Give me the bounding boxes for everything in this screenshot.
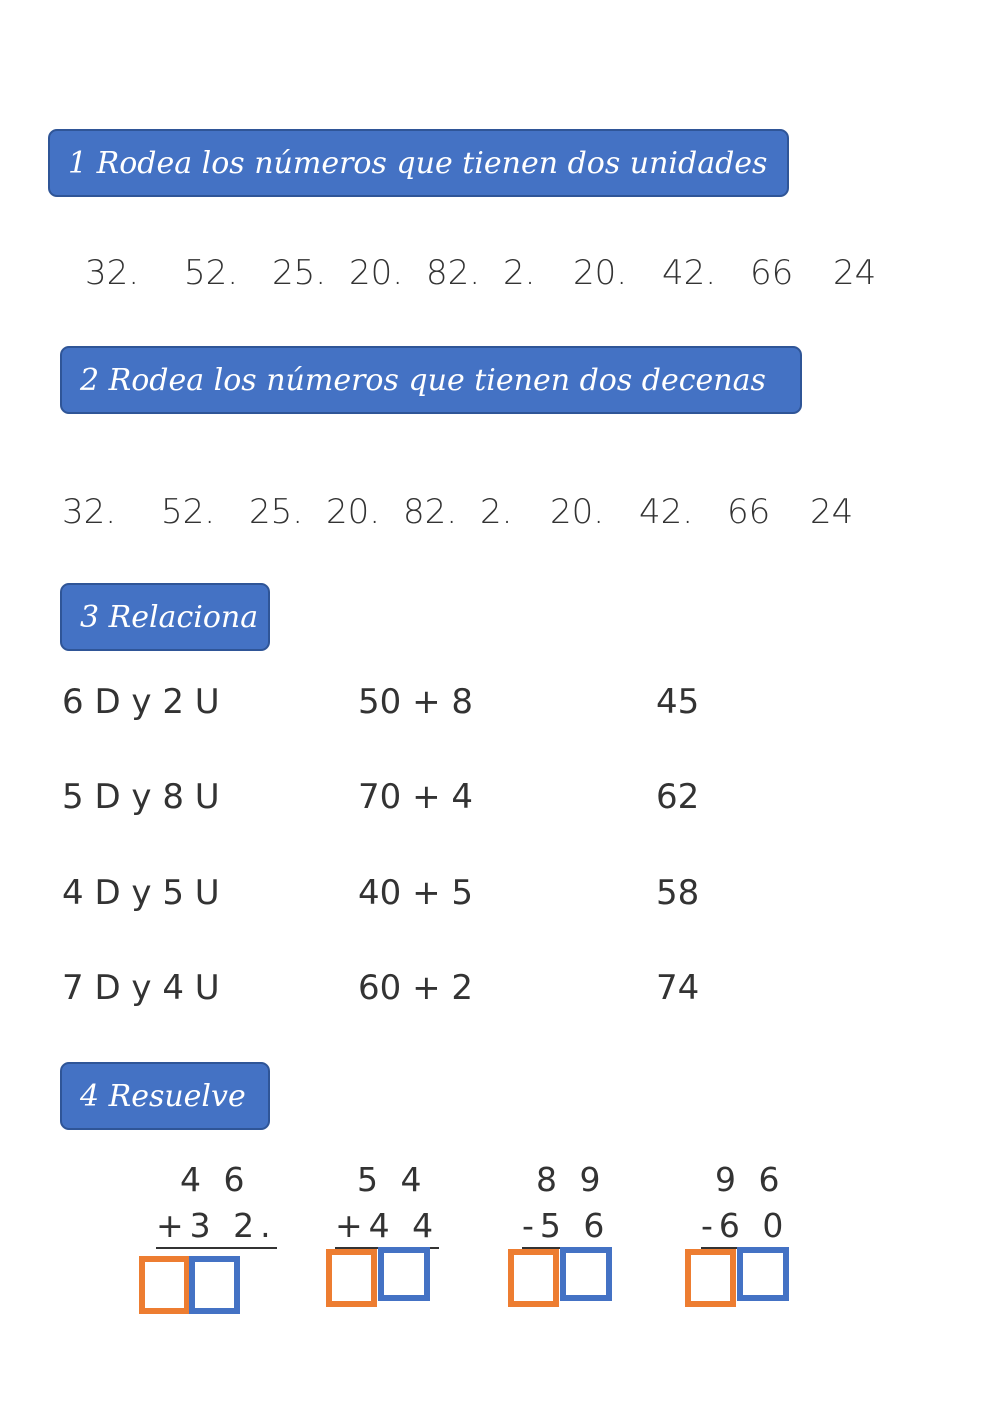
ex1-number[interactable]: 25. (272, 253, 327, 293)
operation-top-number: 4 6 (180, 1160, 251, 1199)
operation-bottom-number: -6 0 (701, 1206, 789, 1249)
relate-right-item[interactable]: 62 (656, 777, 700, 817)
exercise-1-title: 1 Rodea los números que tienen dos unidades (48, 129, 789, 197)
units-answer-box[interactable] (560, 1247, 612, 1301)
exercise-2-title: 2 Rodea los números que tienen dos decenas (60, 346, 802, 414)
units-answer-box[interactable] (737, 1247, 789, 1301)
exercise-4-title: 4 Resuelve (60, 1062, 270, 1130)
operation-bottom-number: +4 4 (335, 1206, 439, 1249)
exercise-3-title: 3 Relaciona (60, 583, 270, 651)
operation-top-number: 9 6 (715, 1160, 786, 1199)
relate-right-item[interactable]: 45 (656, 682, 700, 722)
relate-middle-item[interactable]: 40 + 5 (358, 873, 473, 913)
ex1-number[interactable]: 32. (85, 253, 140, 293)
ex1-number[interactable]: 20. (349, 253, 404, 293)
tens-answer-box[interactable] (508, 1249, 559, 1307)
relate-left-item[interactable]: 5 D y 8 U (62, 777, 220, 817)
ex2-number[interactable]: 32. (62, 492, 117, 532)
operation-bottom-number: -5 6 (522, 1206, 610, 1249)
tens-answer-box[interactable] (139, 1256, 190, 1314)
ex1-number[interactable]: 52. (184, 253, 239, 293)
ex2-number[interactable]: 52. (161, 492, 216, 532)
ex2-number[interactable]: 20. (550, 492, 605, 532)
tens-answer-box[interactable] (685, 1249, 736, 1307)
relate-middle-item[interactable]: 60 + 2 (358, 968, 473, 1008)
ex2-number[interactable]: 24 (810, 492, 854, 532)
ex1-number[interactable]: 20. (573, 253, 628, 293)
units-answer-box[interactable] (189, 1256, 240, 1314)
ex2-number[interactable]: 82. (403, 492, 458, 532)
ex2-number[interactable]: 20. (326, 492, 381, 532)
relate-right-item[interactable]: 58 (656, 873, 700, 913)
ex2-number[interactable]: 25. (249, 492, 304, 532)
ex2-number[interactable]: 66 (727, 492, 771, 532)
relate-right-item[interactable]: 74 (656, 968, 700, 1008)
ex2-number[interactable]: 42. (639, 492, 694, 532)
relate-middle-item[interactable]: 70 + 4 (358, 777, 473, 817)
ex1-number[interactable]: 24 (833, 253, 877, 293)
relate-left-item[interactable]: 7 D y 4 U (62, 968, 220, 1008)
operation-bottom-number: +3 2. (156, 1206, 277, 1249)
ex1-number[interactable]: 66 (750, 253, 794, 293)
relate-left-item[interactable]: 6 D y 2 U (62, 682, 220, 722)
ex1-number[interactable]: 2. (503, 253, 536, 293)
relate-middle-item[interactable]: 50 + 8 (358, 682, 473, 722)
ex1-number[interactable]: 42. (662, 253, 717, 293)
operation-top-number: 8 9 (536, 1160, 607, 1199)
relate-left-item[interactable]: 4 D y 5 U (62, 873, 220, 913)
operation-top-number: 5 4 (357, 1160, 428, 1199)
ex2-number[interactable]: 2. (480, 492, 513, 532)
ex1-number[interactable]: 82. (426, 253, 481, 293)
units-answer-box[interactable] (378, 1247, 430, 1301)
tens-answer-box[interactable] (326, 1249, 377, 1307)
